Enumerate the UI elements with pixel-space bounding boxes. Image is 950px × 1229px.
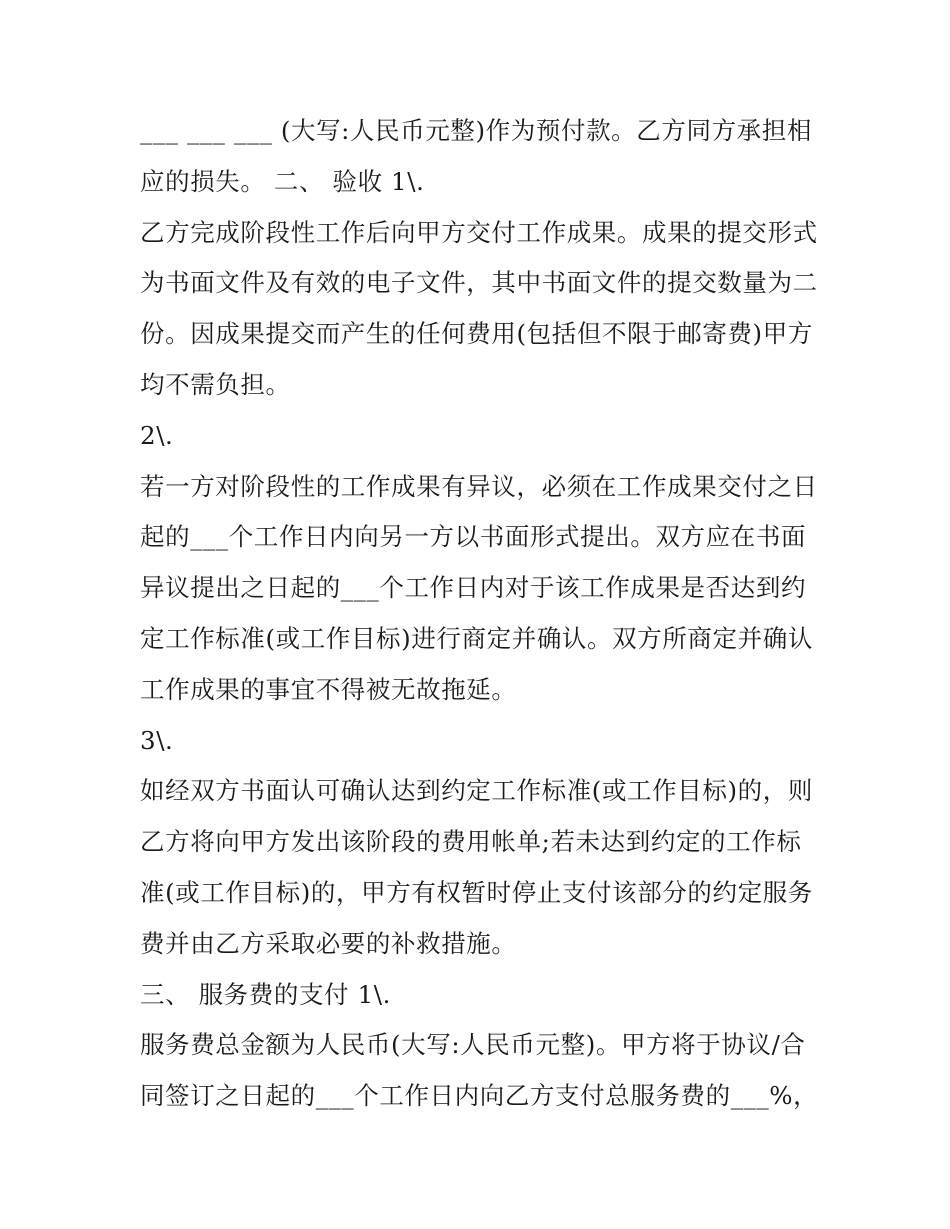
- section-number: 3\.: [140, 725, 174, 755]
- text-line: 起的___个工作日内向另一方以书面形式提出。双方应在书面: [140, 522, 807, 552]
- text-line: 费并由乙方采取必要的补救措施。: [140, 928, 517, 958]
- text-line: 定工作标准(或工作目标)进行商定并确认。双方所商定并确认: [140, 623, 813, 653]
- section-heading: 三、 服务费的支付 1\.: [140, 979, 392, 1009]
- section-number: 2\.: [140, 420, 174, 450]
- text-line: 乙方完成阶段性工作后向甲方交付工作成果。成果的提交形式: [140, 217, 818, 247]
- text-line: 份。因成果提交而产生的任何费用(包括但不限于邮寄费)甲方: [140, 319, 813, 349]
- document-body: [140, 106, 830, 1122]
- text-line: 均不需负担。: [140, 369, 291, 399]
- text-line: 应的损失。 二、 验收 1\.: [140, 166, 425, 196]
- text-line: 异议提出之日起的___个工作日内对于该工作成果是否达到约: [140, 573, 807, 603]
- text-line: 工作成果的事宜不得被无故拖延。: [140, 674, 517, 704]
- text-line: 若一方对阶段性的工作成果有异议，必须在工作成果交付之日: [140, 471, 818, 501]
- text-line: 服务费总金额为人民币(大写:人民币元整)。甲方将于协议/合: [140, 1030, 806, 1060]
- text-line: 为书面文件及有效的电子文件，其中书面文件的提交数量为二: [140, 268, 818, 298]
- text-line: 乙方将向甲方发出该阶段的费用帐单;若未达到约定的工作标: [140, 827, 802, 857]
- text-line: 同签订之日起的___个工作日内向乙方支付总服务费的___%，: [140, 1081, 819, 1111]
- text-line: 准(或工作目标)的，甲方有权暂时停止支付该部分的约定服务: [140, 877, 813, 907]
- text-line: ___ ___ ___ (大写:人民币元整)作为预付款。乙方同方承担相: [140, 116, 812, 145]
- text-line: 如经双方书面认可确认达到约定工作标准(或工作目标)的，则: [140, 776, 813, 806]
